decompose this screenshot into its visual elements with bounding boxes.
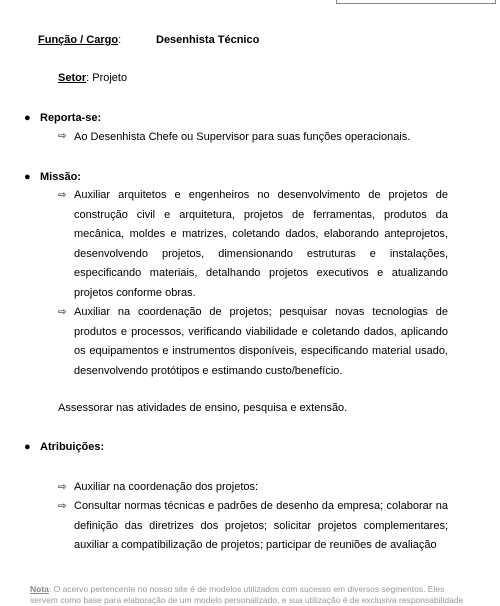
atribuicoes-item-1: Auxiliar na coordenação dos projetos:: [74, 481, 259, 493]
nota-label: Nota: [30, 584, 49, 594]
funcao-cargo-row: [38, 34, 260, 46]
disc-bullet-icon: ●: [24, 112, 31, 124]
footer-note: [30, 584, 470, 606]
corner-text-box: [336, 0, 496, 4]
atribuicoes-item-2: Consultar normas técnicas e padrões de desenho da empresa; colaborar na definição das diretrizes dos projetos; solicitar projetos complementares; auxiliar a compatibilização de projetos; participar de reuniões de avaliação: [74, 500, 448, 551]
missao-item-1: Auxiliar arquitetos e engenheiros no desenvolvimento de projetos de construção civil e arquitetura, projetos de ferramentas, produtos da mecânica, moldes e matrizes, coletando dados, elaborando anteprojetos, desenvolvendo projetos, dimensionando estruturas e instalações, especificando materiais, detalhando projetos executivos e atualizando projetos conforme obras.: [74, 189, 448, 299]
setor-label: Setor: [58, 72, 87, 84]
setor-row: [58, 72, 127, 84]
reporta-item: Ao Desenhista Chefe ou Supervisor para suas funções operacionais.: [74, 131, 411, 143]
missao-title: Missão:: [40, 171, 81, 183]
disc-bullet-icon: ●: [24, 441, 31, 453]
funcao-cargo-label: Função / Cargo: [38, 34, 119, 46]
missao-note: Assessorar nas atividades de ensino, pesquisa e extensão.: [58, 402, 348, 414]
disc-bullet-icon: ●: [24, 171, 31, 183]
outline-arrow-right-icon: ⇨: [58, 131, 67, 142]
reporta-title: Reporta-se:: [40, 112, 102, 124]
funcao-cargo-value: Desenhista Técnico: [156, 34, 260, 46]
nota-text: : O acervo pertencente no nosso site é de modelos utilizados com sucesso em diversos segmentos. Eles servem como base para elaboração de um modelo personalizado, e sua utilização é de exclusiva responsabilidade: [30, 584, 464, 605]
missao-item-2: Auxiliar na coordenação de projetos; pesquisar novas tecnologias de produtos e processos, verificando viabilidade e coletando dados, aplicando os equipamentos e instrumentos disponíveis, especificando material usado, desenvolvendo protótipos e estimando custo/benefício.: [74, 306, 448, 377]
atribuicoes-title: Atribuições:: [40, 441, 105, 453]
outline-arrow-right-icon: ⇨: [58, 307, 67, 318]
outline-arrow-right-icon: ⇨: [58, 501, 67, 512]
outline-arrow-right-icon: ⇨: [58, 482, 67, 493]
setor-value: : Projeto: [86, 72, 128, 84]
funcao-cargo-colon: :: [118, 34, 122, 46]
outline-arrow-right-icon: ⇨: [58, 190, 67, 201]
